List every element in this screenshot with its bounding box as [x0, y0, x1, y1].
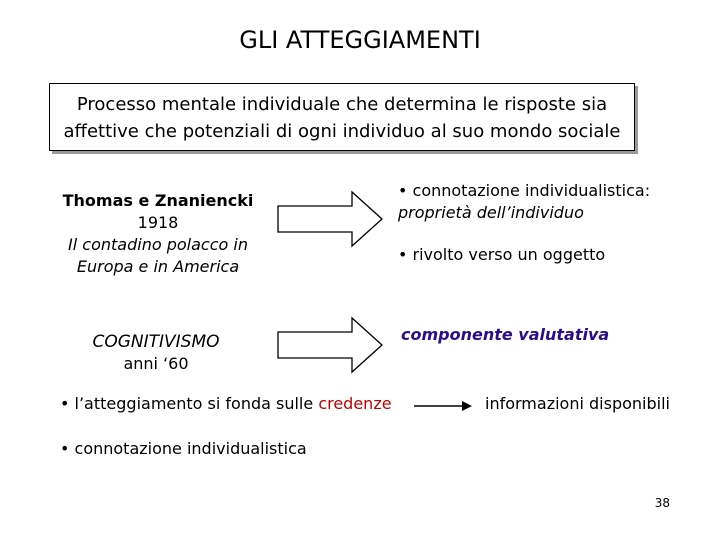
page-number: 38	[654, 496, 670, 510]
thomas-authors: Thomas e Znaniencki	[62, 191, 254, 210]
page-title: GLI ATTEGGIAMENTI	[239, 26, 481, 54]
bullet-individualistica: • connotazione individualistica:	[398, 181, 651, 200]
definition-line-1: Processo mentale individuale che determina le risposte sia	[76, 94, 608, 115]
cognitivismo-block	[66, 331, 246, 375]
thomas-block	[52, 190, 264, 278]
long-arrow-icon	[412, 399, 474, 413]
credenze-highlight: credenze	[318, 394, 392, 413]
credenze-prefix: • l’atteggiamento si fonda sulle	[60, 394, 319, 413]
bullet-proprieta: proprietà dell’individuo	[398, 203, 584, 222]
thomas-work-line-1: Il contadino polacco in	[68, 235, 248, 254]
componente-valutativa: componente valutativa	[401, 325, 610, 344]
definition-line-2: affettive che potenziali di ogni individuo al suo mondo sociale	[63, 121, 621, 142]
informazioni-disponibili: informazioni disponibili	[485, 394, 670, 413]
thomas-year: 1918	[137, 213, 179, 232]
right-arrow-icon	[276, 190, 386, 248]
right-top-block	[398, 180, 698, 224]
credenze-line	[60, 393, 420, 415]
right-arrow-icon	[276, 316, 386, 374]
cognitivismo-label: COGNITIVISMO	[92, 332, 220, 352]
definition-box	[49, 83, 635, 151]
cognitivismo-period: anni ‘60	[123, 354, 189, 373]
bullet-oggetto: • rivolto verso un oggetto	[398, 245, 606, 264]
thomas-work-line-2: Europa e in America	[76, 257, 240, 276]
bullet-connotazione: • connotazione individualistica	[60, 439, 307, 458]
